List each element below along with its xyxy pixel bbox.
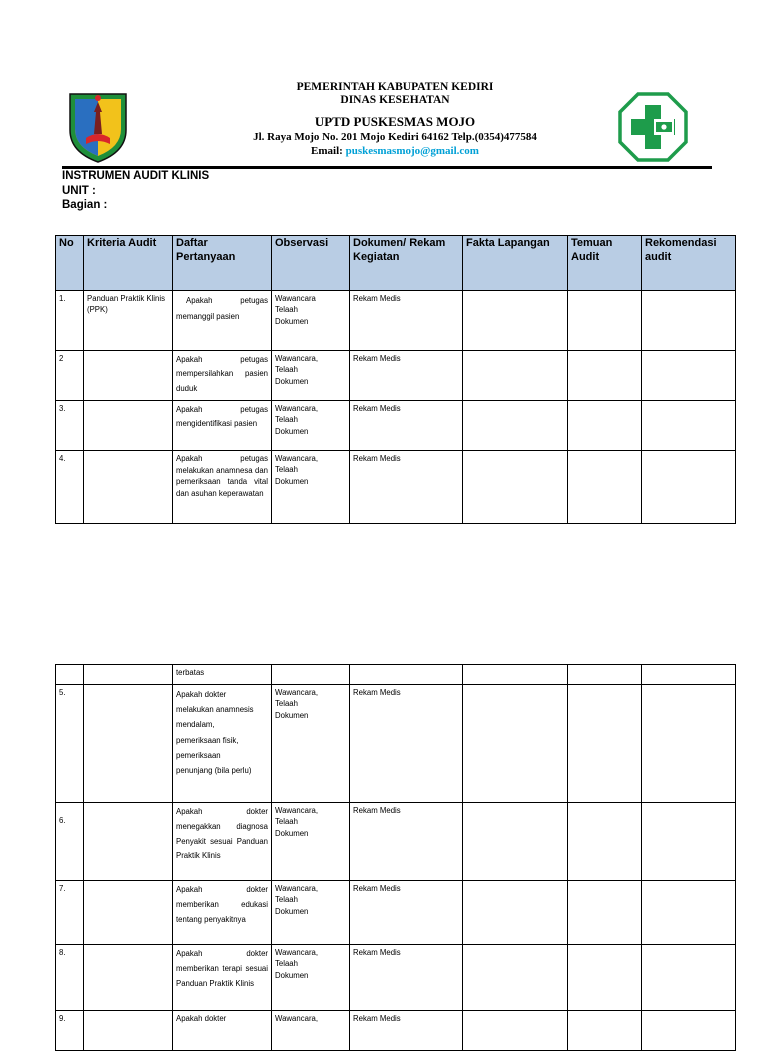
cell-temuan[interactable]: [568, 1011, 642, 1051]
cell-dokumen: Rekam Medis: [350, 685, 463, 803]
cell-kriteria: [84, 351, 173, 401]
cell-rekomendasi[interactable]: [642, 1011, 736, 1051]
cell-kriteria: Panduan Praktik Klinis (PPK): [84, 291, 173, 351]
cell-temuan[interactable]: [568, 351, 642, 401]
cell-kriteria: [84, 685, 173, 803]
table-row: [56, 1011, 736, 1051]
cell-observasi: Wawancara, Telaah Dokumen: [272, 401, 350, 451]
cell-dokumen: Rekam Medis: [350, 401, 463, 451]
cell-observasi: Wawancara, Telaah Dokumen: [272, 685, 350, 803]
cell-pertanyaan: Apakah dokter menegakkan diagnosa Penyakit sesuai Panduan Praktik Klinis: [173, 803, 272, 881]
cell-dokumen: Rekam Medis: [350, 291, 463, 351]
letterhead: [0, 0, 768, 170]
table-row: [56, 803, 736, 881]
cell-dokumen: [350, 665, 463, 685]
header-address: Jl. Raya Mojo No. 201 Mojo Kediri 64162 Telp.(0354)477584: [253, 131, 537, 143]
header-institution: UPTD PUSKESMAS MOJO: [314, 114, 476, 129]
cell-fakta[interactable]: [463, 685, 568, 803]
cell-pertanyaan: Apakah petugas mempersilahkan pasien duduk: [173, 351, 272, 401]
cell-temuan[interactable]: [568, 665, 642, 685]
cell-rekomendasi[interactable]: [642, 803, 736, 881]
cell-kriteria: [84, 803, 173, 881]
cell-no: [56, 665, 84, 685]
table-row: [56, 401, 736, 451]
bagian-label: Bagian :: [62, 199, 108, 211]
cell-dokumen: Rekam Medis: [350, 881, 463, 945]
header-department: DINAS KESEHATAN: [340, 94, 450, 106]
col-header-temuan: Temuan Audit: [568, 236, 642, 291]
cell-no: 3.: [56, 401, 84, 451]
cell-kriteria: [84, 881, 173, 945]
cell-observasi: Wawancara, Telaah Dokumen: [272, 803, 350, 881]
cell-dokumen: Rekam Medis: [350, 451, 463, 524]
cell-observasi: Wawancara, Telaah Dokumen: [272, 881, 350, 945]
cell-temuan[interactable]: [568, 291, 642, 351]
cell-fakta[interactable]: [463, 1011, 568, 1051]
cell-no: 7.: [56, 881, 84, 945]
col-header-pertanyaan: Daftar Pertanyaan: [173, 236, 272, 291]
document-title: INSTRUMEN AUDIT KLINIS: [62, 170, 210, 182]
kabupaten-kediri-emblem-icon: [66, 90, 130, 164]
table-row: [56, 945, 736, 1011]
cell-rekomendasi[interactable]: [642, 351, 736, 401]
cell-no: 5.: [56, 685, 84, 803]
cell-no: 4.: [56, 451, 84, 524]
cell-fakta[interactable]: [463, 451, 568, 524]
email-link[interactable]: puskesmasmojo@gmail.com: [345, 145, 479, 157]
cell-pertanyaan: Apakah dokter: [173, 1011, 272, 1051]
header-email-line: [200, 146, 590, 157]
cell-temuan[interactable]: [568, 451, 642, 524]
cell-temuan[interactable]: [568, 803, 642, 881]
cell-rekomendasi[interactable]: [642, 685, 736, 803]
cell-no: 1.: [56, 291, 84, 351]
cell-rekomendasi[interactable]: [642, 665, 736, 685]
cell-dokumen: Rekam Medis: [350, 351, 463, 401]
cell-no: 9.: [56, 1011, 84, 1051]
cell-fakta[interactable]: [463, 351, 568, 401]
cell-pertanyaan: Apakah dokter melakukan anamnesis mendalam, pemeriksaan fisik, pemeriksaan penunjang (bila perlu): [173, 685, 272, 803]
cell-temuan[interactable]: [568, 685, 642, 803]
email-label: Email:: [311, 145, 346, 157]
cell-fakta[interactable]: [463, 401, 568, 451]
col-header-fakta: Fakta Lapangan: [463, 236, 568, 291]
table-row-continuation: [56, 665, 736, 685]
cell-kriteria: [84, 451, 173, 524]
cell-pertanyaan: Apakah dokter memberikan terapi sesuai Panduan Praktik Klinis: [173, 945, 272, 1011]
cell-temuan[interactable]: [568, 945, 642, 1011]
cell-pertanyaan: Apakah dokter memberikan edukasi tentang penyakitnya: [173, 881, 272, 945]
cell-no: 2: [56, 351, 84, 401]
cell-fakta[interactable]: [463, 803, 568, 881]
table-row: [56, 685, 736, 803]
cell-rekomendasi[interactable]: [642, 451, 736, 524]
cell-observasi: Wawancara, Telaah Dokumen: [272, 945, 350, 1011]
table-row: [56, 351, 736, 401]
col-header-dokumen: Dokumen/ Rekam Kegiatan: [350, 236, 463, 291]
cell-fakta[interactable]: [463, 945, 568, 1011]
cell-temuan[interactable]: [568, 401, 642, 451]
col-header-rekomendasi: Rekomendasi audit: [642, 236, 736, 291]
cell-temuan[interactable]: [568, 881, 642, 945]
cell-kriteria: [84, 945, 173, 1011]
cell-observasi: Wawancara Telaah Dokumen: [272, 291, 350, 351]
audit-table-page1: [55, 235, 736, 524]
cell-rekomendasi[interactable]: [642, 401, 736, 451]
header-divider: [62, 166, 712, 169]
cell-rekomendasi[interactable]: [642, 291, 736, 351]
cell-dokumen: Rekam Medis: [350, 803, 463, 881]
table-header-row: [56, 236, 736, 291]
cell-pertanyaan: terbatas: [173, 665, 272, 685]
cell-rekomendasi[interactable]: [642, 945, 736, 1011]
cell-pertanyaan: Apakah petugas mengidentifikasi pasien: [173, 401, 272, 451]
cell-dokumen: Rekam Medis: [350, 945, 463, 1011]
cell-pertanyaan: Apakah petugas melakukan anamnesa dan pemeriksaan tanda vital dan asuhan keperawatan: [173, 451, 272, 524]
cell-kriteria: [84, 665, 173, 685]
audit-table-page2: [55, 664, 736, 1051]
cell-observasi: [272, 665, 350, 685]
puskesmas-cross-logo-icon: [618, 92, 688, 162]
cell-kriteria: [84, 401, 173, 451]
unit-label: UNIT :: [62, 185, 96, 197]
col-header-no: No: [56, 236, 84, 291]
table-row: [56, 881, 736, 945]
cell-dokumen: Rekam Medis: [350, 1011, 463, 1051]
cell-observasi: Wawancara, Telaah Dokumen: [272, 451, 350, 524]
cell-observasi: Wawancara,: [272, 1011, 350, 1051]
cell-no: 6.: [56, 803, 84, 881]
cell-pertanyaan: Apakah petugas memanggil pasien: [173, 291, 272, 351]
cell-fakta[interactable]: [463, 881, 568, 945]
cell-observasi: Wawancara, Telaah Dokumen: [272, 351, 350, 401]
col-header-kriteria: Kriteria Audit: [84, 236, 173, 291]
header-government: PEMERINTAH KABUPATEN KEDIRI: [296, 81, 494, 93]
table-row: [56, 291, 736, 351]
cell-fakta[interactable]: [463, 665, 568, 685]
table-row: [56, 451, 736, 524]
cell-rekomendasi[interactable]: [642, 881, 736, 945]
cell-no: 8.: [56, 945, 84, 1011]
col-header-observasi: Observasi: [272, 236, 350, 291]
cell-kriteria: [84, 1011, 173, 1051]
cell-fakta[interactable]: [463, 291, 568, 351]
